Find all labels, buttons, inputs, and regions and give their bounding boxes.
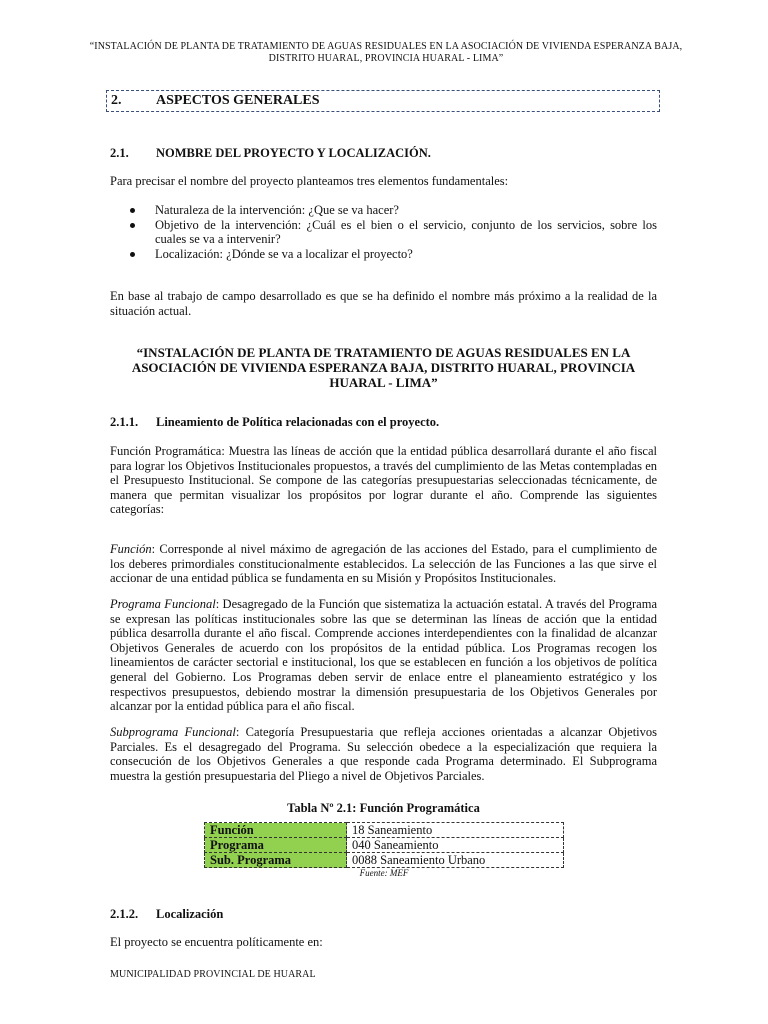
header-line-2: DISTRITO HUARAL, PROVINCIA HUARAL - LIMA” <box>268 53 504 64</box>
bullet-icon <box>130 252 135 257</box>
table-key: Programa <box>205 838 347 853</box>
base-paragraph: En base al trabajo de campo desarrollado es que se ha definido el nombre más próximo a la realidad de la situación actual. <box>110 289 657 318</box>
term: Programa Funcional <box>110 597 216 611</box>
header-line-1: “INSTALACIÓN DE PLANTA DE TRATAMIENTO DE AGUAS RESIDUALES EN LA ASOCIACIÓN DE VIVIENDA ESPERANZA BAJA, <box>89 41 683 52</box>
table-value: 040 Saneamiento <box>347 838 564 853</box>
funcion-paragraph: Función: Corresponde al nivel máximo de agregación de las acciones del Estado, para el cumplimiento de los deberes primordiales constitucionalmente establecidos. La selección de las Funciones a las que sirve el accionar de una entidad pública se fundamenta en su Misión y Propósitos Institucionales. <box>110 542 657 586</box>
programa-paragraph: Programa Funcional: Desagregado de la Función que sistematiza la actuación estatal. A través del Programa se expresan las políticas institucionales sobre las que se determinan las líneas de acción que la entidad pública desarrolla durante el año fiscal. Comprende acciones interdependientes con la finalidad de alcanzar Objetivos Generales de acuerdo con los propósitos de la entidad pública. Los Programas recogen los lineamientos de carácter sectorial e institucional, los que se establecen en función a los objetivos de política general del Gobierno. Los Programas deben servir de enlace entre el planeamiento estratégico y los respectivos presupuestos, debiendo mostrar la dimensión presupuestaria de los Objetivos Generales por alcanzar por la entidad pública para el año fiscal. <box>110 597 657 714</box>
page-header <box>80 41 692 65</box>
table-row <box>205 823 564 838</box>
elements-list <box>110 203 657 261</box>
table-key: Función <box>205 823 347 838</box>
term: Subprograma Funcional <box>110 725 236 739</box>
list-item: Objetivo de la intervención: ¿Cuál es el bien o el servicio, conjunto de los servicios, sobre los cuales se va a intervenir? <box>110 218 657 247</box>
intro-paragraph: Para precisar el nombre del proyecto planteamos tres elementos fundamentales: <box>110 174 509 188</box>
table-value: 18 Saneamiento <box>347 823 564 838</box>
table-caption: Tabla Nº 2.1: Función Programática <box>287 801 480 815</box>
subsection-title: NOMBRE DEL PROYECTO Y LOCALIZACIÓN. <box>156 146 431 160</box>
table-source: Fuente: MEF <box>359 868 409 878</box>
table-row <box>205 838 564 853</box>
bullet-icon <box>130 223 135 228</box>
subsection-title: Localización <box>156 907 224 921</box>
funcion-programatica-paragraph: Función Programática: Muestra las líneas de acción que la entidad pública desarrollará durante el año fiscal para lograr los Objetivos Institucionales propuestos, a través del cumplimiento de las Metas contempladas en el Presupuesto Institucional. Se compone de las categorías presupuestarias seleccionadas técnicamente, de manera que permitan visualizar los propósitos por lograr durante el año. Comprende las siguientes categorías: <box>110 444 657 517</box>
term: Función <box>110 542 152 556</box>
list-item: Naturaleza de la intervención: ¿Que se va hacer? <box>110 203 657 218</box>
subsection-number: 2.1.2. <box>110 907 139 921</box>
section-title: ASPECTOS GENERALES <box>156 93 320 108</box>
table-key: Sub. Programa <box>205 853 347 868</box>
section-number: 2. <box>111 93 122 108</box>
subsection-number: 2.1. <box>110 146 129 160</box>
table-row <box>205 853 564 868</box>
page-footer: MUNICIPALIDAD PROVINCIAL DE HUARAL <box>110 969 316 980</box>
subprograma-paragraph: Subprograma Funcional: Categoría Presupuestaria que refleja acciones orientadas a alcanzar Objetivos Parciales. Es el desagregado del Programa. Su selección obedece a la especialización que requiera la consecución de los Objetivos Generales a que responde cada Programa determinado. El Subprograma muestra la gestión presupuestaria del Pliego a nivel de Objetivos Parciales. <box>110 725 658 783</box>
subsection-number: 2.1.1. <box>110 415 139 429</box>
funcion-programatica-table <box>204 822 564 868</box>
table-value: 0088 Saneamiento Urbano <box>347 853 564 868</box>
list-item: Localización: ¿Dónde se va a localizar el proyecto? <box>110 247 657 262</box>
section-heading <box>106 90 660 112</box>
subsection-title: Lineamiento de Política relacionadas con el proyecto. <box>156 415 440 429</box>
bullet-icon <box>130 208 135 213</box>
localizacion-paragraph: El proyecto se encuentra políticamente en: <box>110 935 323 949</box>
project-title: “INSTALACIÓN DE PLANTA DE TRATAMIENTO DE AGUAS RESIDUALES EN LA ASOCIACIÓN DE VIVIENDA ESPERANZA BAJA, DISTRITO HUARAL, PROVINCIA HUARAL - LIMA” <box>131 345 636 390</box>
